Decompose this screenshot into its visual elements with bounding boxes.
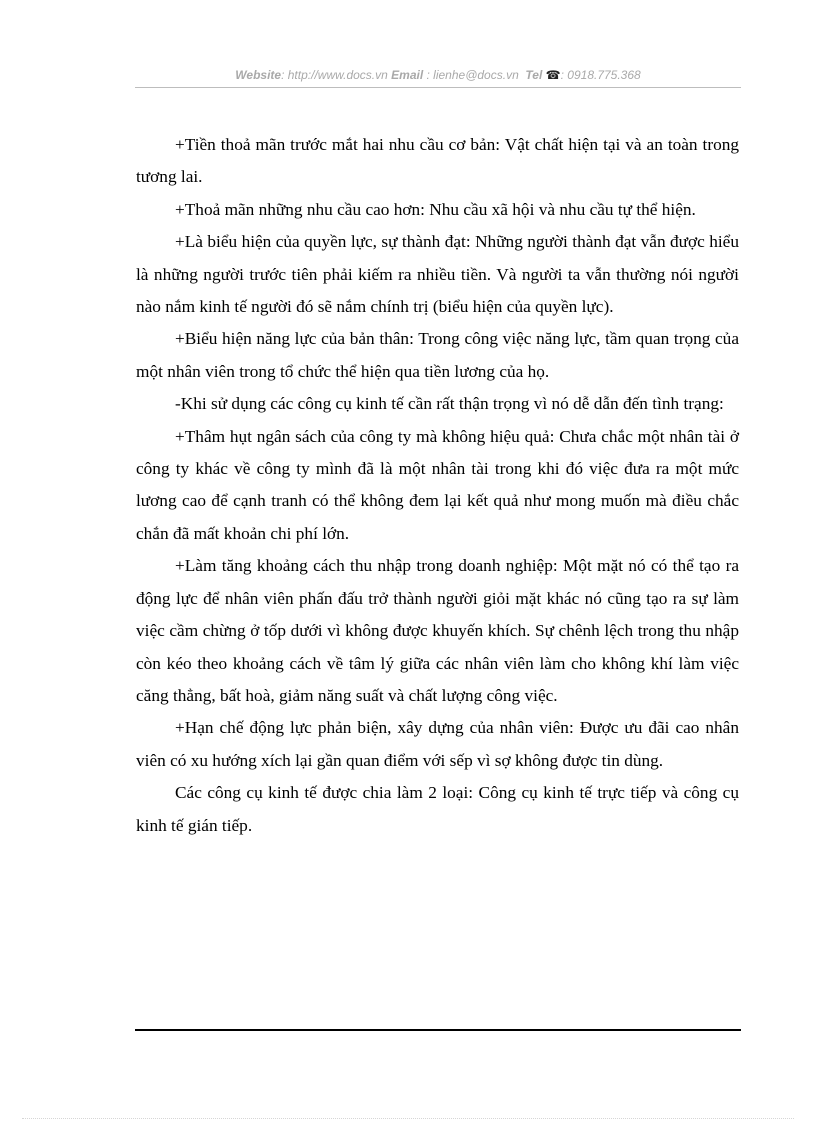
header-divider — [135, 87, 741, 88]
phone-icon: ☎ — [545, 68, 561, 82]
paragraph: +Tiền thoả mãn trước mắt hai nhu cầu cơ bản: Vật chất hiện tại và an toàn trong tương lai. — [136, 135, 739, 187]
website-link[interactable]: : http://www.docs.vn — [281, 68, 388, 82]
paragraph: +Thâm hụt ngân sách của công ty mà không hiệu quả: Chưa chắc một nhân tài ở công ty khác về công ty mình đã là một nhân tài trong khi đó việc đưa ra một mức lương cao để cạnh tranh có thể không đem lại kết quả như mong muốn mà điều chắc chắn đã mất khoản chi phí lớn. — [136, 426, 739, 543]
website-label: Website — [235, 68, 282, 82]
tel-label: Tel — [525, 68, 543, 82]
page-bottom-edge — [22, 1118, 794, 1119]
paragraph: +Thoả mãn những nhu cầu cao hơn: Nhu cầu xã hội và nhu cầu tự thể hiện. — [175, 199, 696, 219]
body-text — [136, 129, 739, 842]
email-link[interactable]: : lienhe@docs.vn — [423, 68, 519, 82]
email-label: Email — [391, 68, 424, 82]
paragraph: Các công cụ kinh tế được chia làm 2 loại: Công cụ kinh tế trực tiếp và công cụ kinh tế gián tiếp. — [136, 783, 739, 835]
footer-divider — [135, 1029, 741, 1031]
paragraph: +Làm tăng khoảng cách thu nhập trong doanh nghiệp: Một mặt nó có thể tạo ra động lực để nhân viên phấn đấu trở thành người giỏi mặt khác nó cũng tạo ra sự làm việc cầm chừng ở tốp dưới vì không được khuyến khích. Sự chênh lệch trong thu nhập còn kéo theo khoảng cách về tâm lý giữa các nhân viên làm cho không khí làm việc căng thẳng, bất hoà, giảm năng suất và chất lượng công việc. — [136, 556, 739, 705]
paragraph: +Biểu hiện năng lực của bản thân: Trong công việc năng lực, tầm quan trọng của một nhân viên trong tổ chức thể hiện qua tiền lương của họ. — [136, 329, 739, 381]
page-header — [135, 68, 741, 82]
paragraph: -Khi sử dụng các công cụ kinh tế cần rất thận trọng vì nó dễ dẫn đến tình trạng: — [175, 394, 724, 414]
paragraph: +Hạn chế động lực phản biện, xây dựng của nhân viên: Được ưu đãi cao nhân viên có xu hướng xích lại gần quan điểm với sếp vì sợ không được tin dùng. — [136, 718, 739, 770]
tel-number: : 0918.775.368 — [560, 68, 641, 82]
paragraph: +Là biểu hiện của quyền lực, sự thành đạt: Những người thành đạt vẫn được hiểu là những người trước tiên phải kiếm ra nhiều tiền. Và người ta vẫn thường nói người nào nắm kinh tế người đó sẽ nắm chính trị (biểu hiện của quyền lực). — [136, 232, 739, 317]
